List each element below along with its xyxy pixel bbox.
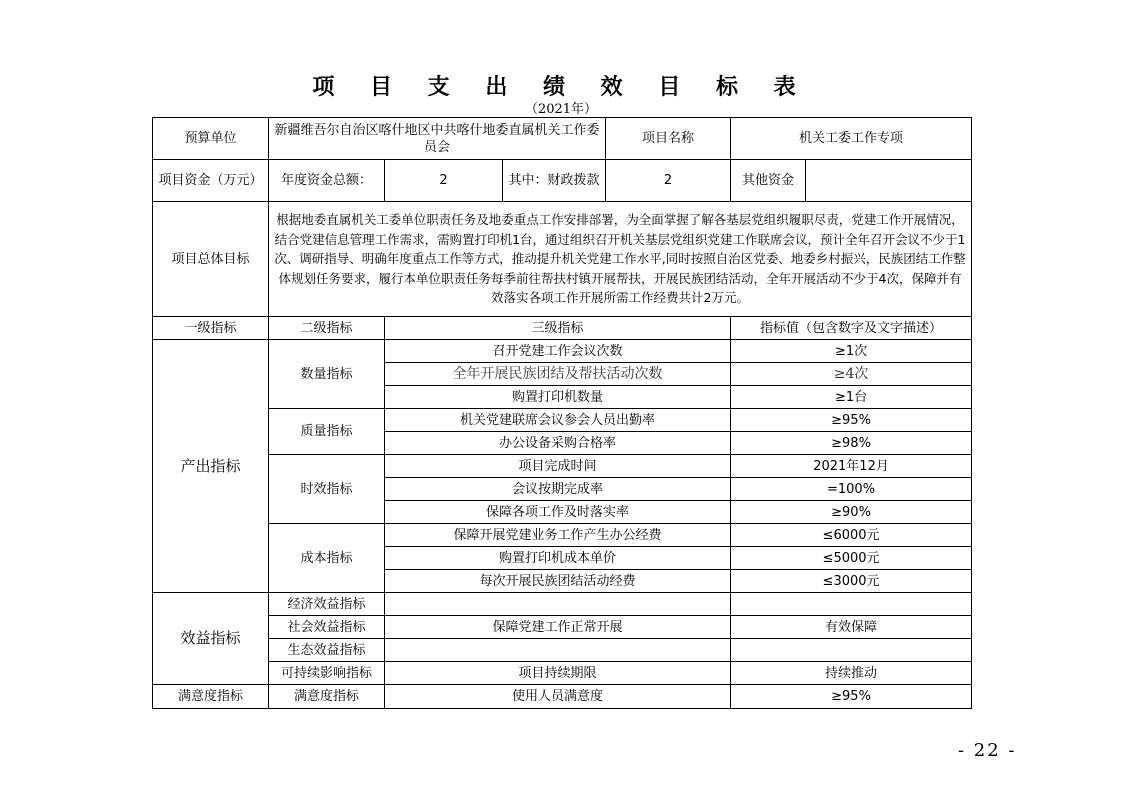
indicator-name: 保障党建工作正常开展 [385, 616, 731, 639]
indicator-value: ≥1台 [731, 386, 972, 409]
indicator-value: ≥98% [731, 432, 972, 455]
indicator-name: 购置打印机成本单价 [385, 547, 731, 570]
indicator-name: 机关党建联席会议参会人员出勤率 [385, 409, 731, 432]
indicator-value: ≥95% [731, 685, 972, 709]
level2-timeliness: 时效指标 [269, 455, 385, 524]
level2-sustainable: 可持续影响指标 [269, 662, 385, 685]
table-row [153, 409, 972, 432]
indicator-value: 持续推动 [731, 662, 972, 685]
table-row [153, 593, 972, 616]
level2-cost: 成本指标 [269, 524, 385, 593]
indicator-value: ≥4次 [731, 363, 972, 386]
indicator-name: 购置打印机数量 [385, 386, 731, 409]
header-level2: 二级指标 [269, 317, 385, 340]
other-funds-label: 其他资金 [731, 160, 806, 202]
indicator-name: 召开党建工作会议次数 [385, 340, 731, 363]
table-row [153, 639, 972, 662]
indicator-name: 会议按期完成率 [385, 478, 731, 501]
budget-unit-value: 新疆维吾尔自治区喀什地区中共喀什地委直属机关工作委员会 [269, 118, 606, 160]
indicator-name: 办公设备采购合格率 [385, 432, 731, 455]
indicator-name: 每次开展民族团结活动经费 [385, 570, 731, 593]
indicator-name: 使用人员满意度 [385, 685, 731, 709]
indicator-value: 2021年12月 [731, 455, 972, 478]
fiscal-value: 2 [606, 160, 731, 202]
indicator-name: 项目持续期限 [385, 662, 731, 685]
budget-unit-label: 预算单位 [153, 118, 269, 160]
indicator-value [731, 593, 972, 616]
page-number: - 22 - [958, 740, 1017, 761]
table-row [153, 616, 972, 639]
level2-quality: 质量指标 [269, 409, 385, 455]
funds-label: 项目资金（万元） [153, 160, 269, 202]
header-level3: 三级指标 [385, 317, 731, 340]
table-row [153, 662, 972, 685]
indicator-value: ≥1次 [731, 340, 972, 363]
indicator-name [385, 639, 731, 662]
indicator-name: 项目完成时间 [385, 455, 731, 478]
indicator-name: 保障各项工作及时落实率 [385, 501, 731, 524]
level1-satisfaction: 满意度指标 [153, 685, 269, 709]
indicator-value: ≤3000元 [731, 570, 972, 593]
annual-total-value: 2 [385, 160, 503, 202]
level1-output: 产出指标 [153, 340, 269, 593]
level2-quantity: 数量指标 [269, 340, 385, 409]
page-title: 项 目 支 出 绩 效 目 标 表 [312, 75, 810, 100]
overall-goal-text: 根据地委直属机关工委单位职责任务及地委重点工作安排部署，为全面掌握了解各基层党组织履职尽责，党建工作开展情况，结合党建信息管理工作需求，需购置打印机1台，通过组织召开机关基层党组织党建工作联席会议，预计全年召开会议不少于1次、调研指导、明确年度重点工作等方式，推动提升机关党建工作水平,同时按照自治区党委、地委乡村振兴，民族团结工作整体规划任务要求，履行本单位职责任务每季前往帮扶村镇开展帮扶，开展民族团结活动，全年开展活动不少于4次，保障并有效落实各项工作开展所需工作经费共计2万元。 [269, 202, 972, 317]
level1-benefit: 效益指标 [153, 593, 269, 685]
header-level1: 一级指标 [153, 317, 269, 340]
header-value: 指标值（包含数字及文字描述） [731, 317, 972, 340]
level2-satisfaction: 满意度指标 [269, 685, 385, 709]
indicator-value [731, 639, 972, 662]
project-name-label: 项目名称 [606, 118, 731, 160]
indicator-value: ≥95% [731, 409, 972, 432]
indicator-value: ≤6000元 [731, 524, 972, 547]
level2-ecological: 生态效益指标 [269, 639, 385, 662]
level2-social: 社会效益指标 [269, 616, 385, 639]
table-row [153, 455, 972, 478]
project-name-value: 机关工委工作专项 [731, 118, 972, 160]
table-row [153, 340, 972, 363]
performance-table [152, 117, 972, 709]
indicator-name: 全年开展民族团结及帮扶活动次数 [385, 363, 731, 386]
table-row [153, 685, 972, 709]
year-subtitle: （2021年） [524, 102, 598, 117]
indicator-name: 保障开展党建业务工作产生办公经费 [385, 524, 731, 547]
indicator-value: ≥90% [731, 501, 972, 524]
overall-goal-label: 项目总体目标 [153, 202, 269, 317]
other-funds-value [806, 160, 972, 202]
level2-economic: 经济效益指标 [269, 593, 385, 616]
indicator-value: 有效保障 [731, 616, 972, 639]
annual-total-label: 年度资金总额： [269, 160, 385, 202]
fiscal-label: 其中：财政拨款 [503, 160, 606, 202]
table-row [153, 524, 972, 547]
indicator-value: ≤5000元 [731, 547, 972, 570]
indicator-name [385, 593, 731, 616]
indicator-value: =100% [731, 478, 972, 501]
